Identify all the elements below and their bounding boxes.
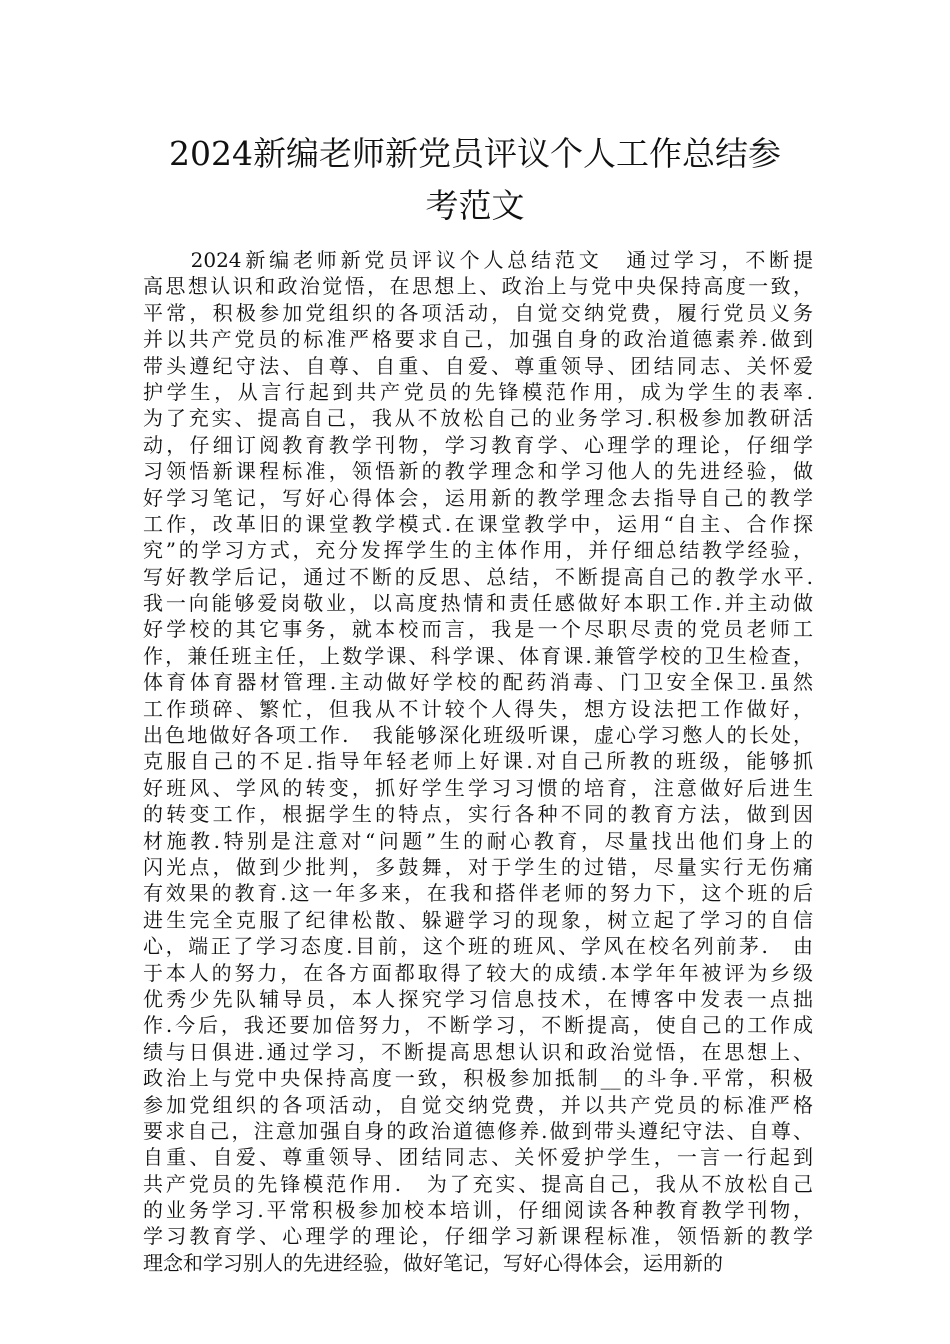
body-line: 究”的学习方式，充分发挥学生的主体作用，并仔细总结教学经验，	[143, 538, 813, 563]
body-line: 工作，改革旧的课堂教学模式.在课堂教学中，运用“自主、合作探	[143, 511, 813, 536]
body-line: 习领悟新课程标准，领悟新的教学理念和学习他人的先进经验，做	[143, 459, 813, 484]
body-line: 的转变工作，根据学生的特点，实行各种不同的教育方法，做到因	[143, 802, 813, 827]
title-line: 2024新编老师新党员评议个人工作总结参	[169, 134, 781, 173]
body-line: 理念和学习别人的先进经验，做好笔记，写好心得体会，运用新的	[143, 1250, 723, 1275]
body-line: 闪光点，做到少批判，多鼓舞，对于学生的过错，尽量实行无伤痛	[143, 854, 813, 879]
body-line: 写好教学后记，通过不断的反思、总结，不断提高自己的教学水平.	[143, 564, 813, 589]
body-line: 2024新编老师新党员评议个人总结范文 通过学习，不断提	[143, 248, 813, 272]
body-line: 并以共产党员的标准严格要求自己，加强自身的政治道德素养.做到	[143, 327, 813, 352]
body-line: 带头遵纪守法、自尊、自重、自爱、尊重领导、团结同志、关怀爱	[143, 353, 813, 378]
body-line: 参加党组织的各项活动，自觉交纳党费，并以共产党员的标准严格	[143, 1092, 813, 1117]
title-line: 考范文	[425, 186, 525, 225]
body-line: 有效果的教育.这一年多来，在我和搭伴老师的努力下，这个班的后	[143, 881, 813, 906]
body-line: 我一向能够爱岗敬业，以高度热情和责任感做好本职工作.并主动做	[143, 591, 813, 616]
body-line: 克服自己的不足.指导年轻老师上好课.对自己所教的班级，能够抓	[143, 749, 813, 774]
body-line: 共产党员的先锋模范作用. 为了充实、提高自己，我从不放松自己	[143, 1171, 813, 1196]
body-line: 于本人的努力，在各方面都取得了较大的成绩.本学年年被评为乡级	[143, 960, 813, 985]
body-line: 为了充实、提高自己，我从不放松自己的业务学习.积极参加教研活	[143, 406, 813, 431]
body-line: 工作琐碎、繁忙，但我从不计较个人得失，想方设法把工作做好，	[143, 696, 813, 721]
body-line: 平常，积极参加党组织的各项活动，自觉交纳党费，履行党员义务	[143, 300, 813, 325]
document-title	[130, 128, 820, 232]
body-line: 学习教育学、心理学的理论，仔细学习新课程标准，领悟新的教学	[143, 1224, 813, 1249]
body-line: 体育体育器材管理.主动做好学校的配药消毒、门卫安全保卫.虽然	[143, 670, 813, 695]
body-line: 自重、自爱、尊重领导、团结同志、关怀爱护学生，一言一行起到	[143, 1145, 813, 1170]
body-line: 出色地做好各项工作. 我能够深化班级听课，虚心学习憋人的长处，	[143, 723, 813, 748]
body-line: 好学校的其它事务，就本校而言，我是一个尽职尽责的党员老师工	[143, 617, 813, 642]
body-line: 材施教.特别是注意对“问题”生的耐心教育，尽量找出他们身上的	[143, 828, 813, 853]
body-line: 作，兼任班主任，上数学课、科学课、体育课.兼管学校的卫生检查，	[143, 643, 813, 668]
body-line: 动，仔细订阅教育教学刊物，学习教育学、心理学的理论，仔细学	[143, 432, 813, 457]
body-line: 进生完全克服了纪律松散、躲避学习的现象，树立起了学习的自信	[143, 907, 813, 932]
body-line: 高思想认识和政治觉悟，在思想上、政治上与党中央保持高度一致，	[143, 274, 813, 299]
body-line: 绩与日俱进.通过学习，不断提高思想认识和政治觉悟，在思想上、	[143, 1039, 813, 1064]
body-line: 好班风、学风的转变，抓好学生学习习惯的培育，注意做好后进生	[143, 775, 813, 800]
body-line: 政治上与党中央保持高度一致，积极参加抵制__的斗争.平常，积极	[143, 1066, 813, 1091]
body-line: 要求自己，注意加强自身的政治道德修养.做到带头遵纪守法、自尊、	[143, 1118, 813, 1143]
body-line: 作.今后，我还要加倍努力，不断学习，不断提高，使自己的工作成	[143, 1013, 813, 1038]
body-line: 心，端正了学习态度.目前，这个班的班风、学风在校名列前茅. 由	[143, 934, 813, 959]
body-line: 的业务学习.平常积极参加校本培训，仔细阅读各种教育教学刊物，	[143, 1198, 813, 1223]
body-line: 好学习笔记，写好心得体会，运用新的教学理念去指导自己的教学	[143, 485, 813, 510]
document-body	[143, 247, 813, 1276]
body-line: 护学生，从言行起到共产党员的先锋模范作用，成为学生的表率.	[143, 379, 813, 404]
body-line: 优秀少先队辅导员，本人探究学习信息技术，在博客中发表一点拙	[143, 986, 813, 1011]
